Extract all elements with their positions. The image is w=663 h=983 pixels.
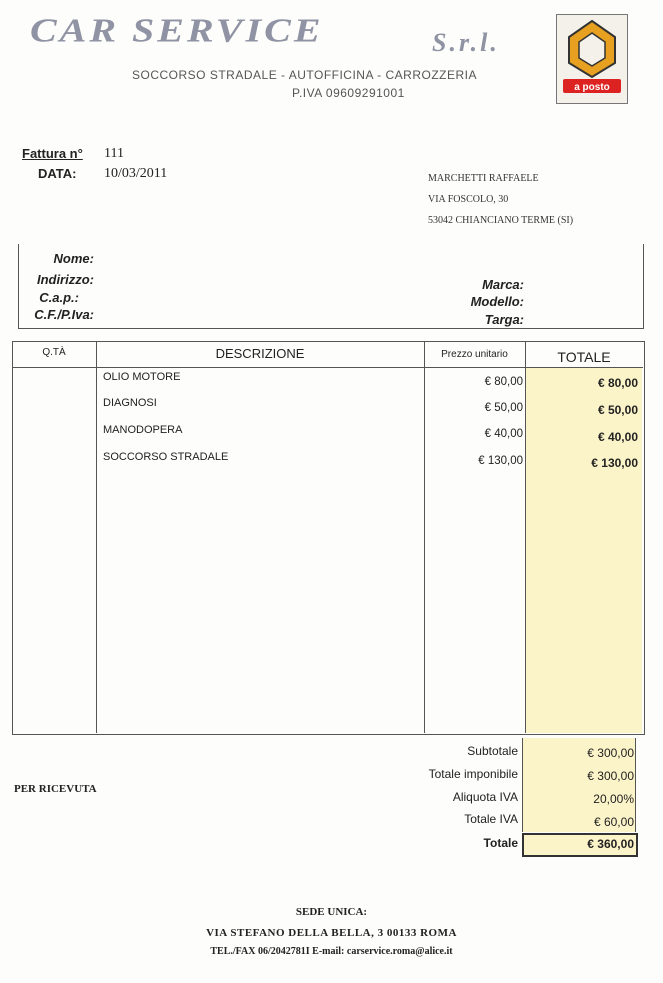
- header-description: DESCRIZIONE: [215, 346, 305, 361]
- company-vat-number: P.IVA 09609291001: [292, 86, 405, 100]
- receipt-label: PER RICEVUTA: [14, 783, 97, 795]
- customer-address: VIA FOSCOLO, 30: [428, 194, 509, 205]
- customer-city: 53042 CHIANCIANO TERME (SI): [428, 215, 574, 226]
- table-row-description: DIAGNOSI: [103, 397, 157, 409]
- taxable-total-value: € 300,00: [587, 769, 634, 783]
- table-row-description: SOCCORSO STRADALE: [103, 451, 229, 463]
- table-row-total: € 40,00: [597, 430, 638, 444]
- vat-rate-value: 20,00%: [593, 792, 634, 806]
- header-qty: Q.TÀ: [42, 347, 66, 358]
- table-row-total: € 80,00: [597, 376, 638, 390]
- table-row-description: OLIO MOTORE: [103, 371, 181, 383]
- grand-total-label: Totale: [483, 836, 518, 850]
- logo-mark-icon: [557, 15, 627, 103]
- company-name: CAR SERVICE: [30, 10, 324, 50]
- table-row-unit-price: € 50,00: [484, 402, 523, 414]
- table-row-total: € 50,00: [597, 403, 638, 417]
- invoice-date-label: DATA:: [38, 166, 77, 181]
- vat-total-label: Totale IVA: [464, 812, 518, 826]
- company-tagline: SOCCORSO STRADALE - AUTOFFICINA - CARROZZERIA: [132, 68, 477, 82]
- grand-total-value: € 360,00: [587, 837, 634, 851]
- field-cap: C.a.p.:: [39, 290, 79, 305]
- taxable-total-label: Totale imponibile: [428, 767, 518, 781]
- table-row-unit-price: € 80,00: [484, 376, 523, 388]
- company-suffix: S.r.l.: [432, 28, 500, 57]
- footer-address: VIA STEFANO DELLA BELLA, 3 00133 ROMA: [206, 927, 457, 939]
- header-unit-price: Prezzo unitario: [441, 349, 508, 360]
- subtotal-label: Subtotale: [467, 744, 518, 758]
- vat-total-value: € 60,00: [593, 815, 634, 829]
- table-row-unit-price: € 130,00: [478, 455, 523, 467]
- customer-name: MARCHETTI RAFFAELE: [428, 173, 539, 184]
- table-row-total: € 130,00: [591, 456, 638, 470]
- invoice-date: 10/03/2011: [104, 166, 168, 181]
- vat-rate-label: Aliquota IVA: [452, 790, 518, 804]
- field-marca: Marca:: [482, 277, 524, 292]
- table-divider: [525, 341, 526, 733]
- field-nome: Nome:: [53, 251, 94, 266]
- field-modello: Modello:: [470, 294, 524, 309]
- table-header-divider: [12, 367, 643, 368]
- field-targa: Targa:: [484, 312, 524, 327]
- table-divider: [424, 341, 425, 733]
- subtotal-value: € 300,00: [587, 746, 634, 760]
- field-cf-piva: C.F./P.Iva:: [34, 307, 94, 322]
- footer-title: SEDE UNICA:: [295, 906, 368, 918]
- field-indirizzo: Indirizzo:: [36, 272, 94, 287]
- customer-vehicle-box: [18, 244, 644, 329]
- table-row-description: MANODOPERA: [103, 424, 183, 436]
- logo-text: a posto: [574, 82, 610, 93]
- table-divider: [96, 341, 97, 733]
- a-posto-logo: [556, 14, 628, 104]
- table-row-unit-price: € 40,00: [484, 428, 523, 440]
- invoice-number: 111: [104, 146, 124, 161]
- invoice-number-label: Fattura n°: [22, 146, 83, 161]
- footer-contact: TEL./FAX 06/2042781I E-mail: carservice.roma@alice.it: [210, 946, 453, 957]
- header-total: TOTALE: [557, 349, 611, 365]
